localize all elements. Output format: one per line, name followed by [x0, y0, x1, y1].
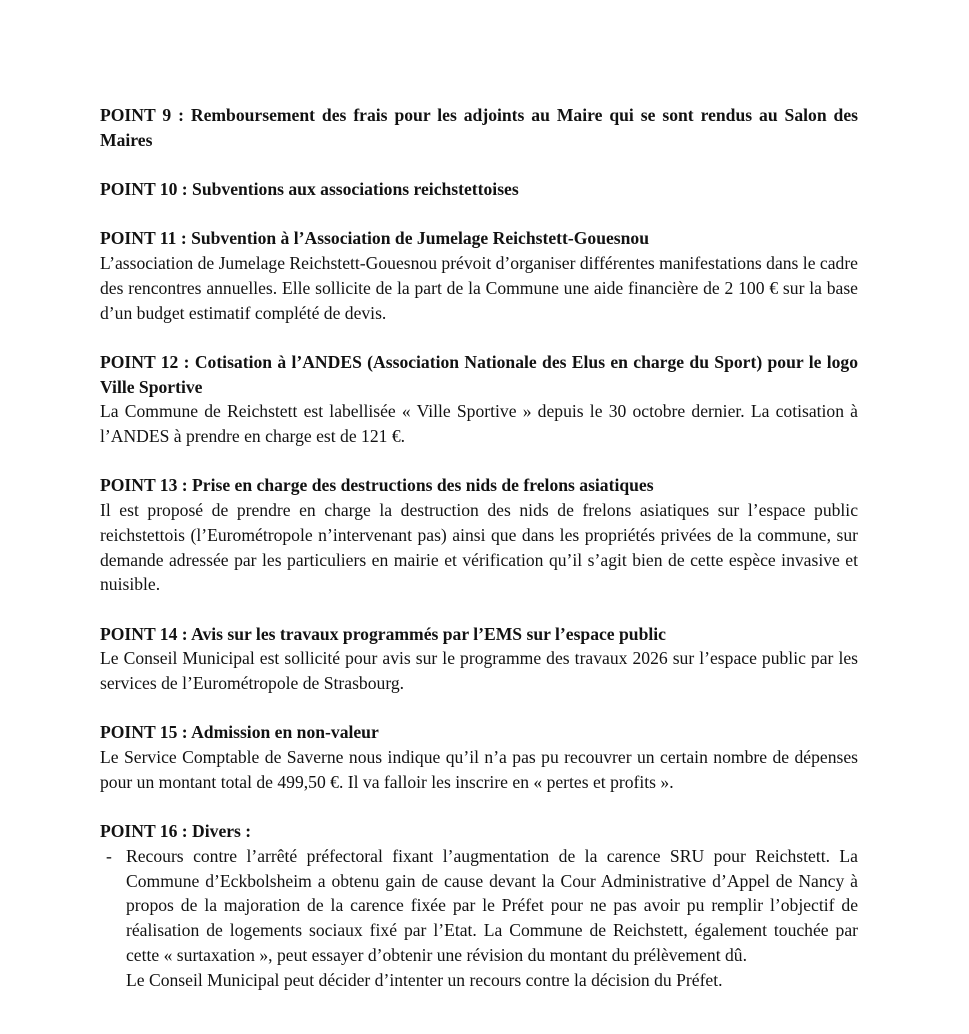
point-13-paragraph: Il est proposé de prendre en charge la destruction des nids de frelons asiatiques sur l’espace public reichstettois (l’Eurométropole n’intervenant pas) ainsi que dans les propriétés privées de la commune, sur demande adressée par les particuliers en mairie et vérification qu’il s’agit bien de cette espèce invasive et nuisible. [100, 500, 858, 595]
point-10-section [100, 177, 858, 202]
point-12-heading: POINT 12 : Cotisation à l’ANDES (Association Nationale des Elus en charge du Sport) pour le logo Ville Sportive [100, 351, 858, 397]
point-12-paragraph: La Commune de Reichstett est labellisée « Ville Sportive » depuis le 30 octobre dernier. La cotisation à l’ANDES à prendre en charge est de 121 €. [100, 401, 858, 447]
point-11-paragraph: L’association de Jumelage Reichstett-Gouesnou prévoit d’organiser différentes manifestations dans le cadre des rencontres annuelles. Elle sollicite de la part de la Commune une aide financière de 2 100 € sur la base d’un budget estimatif complété de devis. [100, 253, 858, 323]
point-14-section [100, 622, 858, 696]
point-15-section [100, 720, 858, 794]
point-16-list-item-text: Recours contre l’arrêté préfectoral fixant l’augmentation de la carence SRU pour Reichstett. La Commune d’Eckbolsheim a obtenu gain de cause devant la Cour Administrative d’Appel de Nancy à propos de la majoration de la carence fixée par le Préfet pour ne pas avoir pu remplir l’objectif de réalisation de logements sociaux fixé par l’Etat. La Commune de Reichstett, également touchée par cette « surtaxation », peut essayer d’obtenir une révision du montant du prélèvement dû. [126, 845, 858, 965]
point-16-section [100, 819, 858, 992]
point-16-list-item [100, 844, 858, 968]
point-13-heading: POINT 13 : Prise en charge des destructions des nids de frelons asiatiques [100, 475, 654, 496]
point-11-section [100, 226, 858, 325]
dash-bullet-marker: - [106, 845, 112, 866]
point-15-heading: POINT 15 : Admission en non-valeur [100, 722, 379, 743]
point-14-heading: POINT 14 : Avis sur les travaux programmés par l’EMS sur l’espace public [100, 623, 666, 644]
point-16-heading: POINT 16 : Divers : [100, 821, 252, 842]
point-13-section [100, 473, 858, 597]
point-11-heading: POINT 11 : Subvention à l’Association de Jumelage Reichstett-Gouesnou [100, 228, 650, 249]
point-15-paragraph: Le Service Comptable de Saverne nous indique qu’il n’a pas pu recouvrer un certain nombre de dépenses pour un montant total de 499,50 €. Il va falloir les inscrire en « pertes et profits ». [100, 747, 858, 792]
point-16-footer-paragraph: Le Conseil Municipal peut décider d’intenter un recours contre la décision du Préfet. [126, 969, 723, 990]
point-9-heading: POINT 9 : Remboursement des frais pour les adjoints au Maire qui se sont rendus au Salon des Maires [100, 105, 858, 150]
point-10-heading: POINT 10 : Subventions aux associations reichstettoises [100, 179, 519, 200]
point-12-section [100, 350, 858, 449]
document-content [100, 103, 858, 992]
point-9-section [100, 103, 858, 152]
point-14-paragraph: Le Conseil Municipal est sollicité pour avis sur le programme des travaux 2026 sur l’espace public par les services de l’Eurométropole de Strasbourg. [100, 648, 858, 694]
